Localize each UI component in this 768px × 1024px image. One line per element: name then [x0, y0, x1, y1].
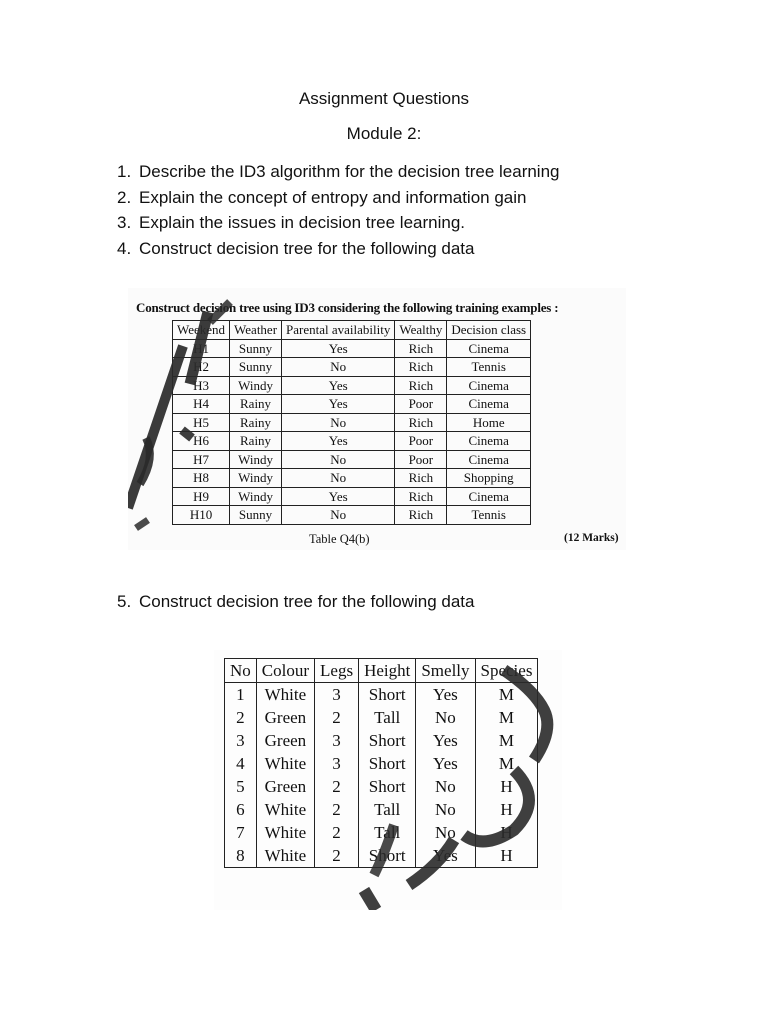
table-cell: Yes: [416, 844, 475, 868]
question-list: [117, 159, 560, 261]
table-cell: White: [256, 752, 314, 775]
table-row: [173, 358, 531, 377]
table-cell: H7: [173, 450, 230, 469]
table-row: [173, 339, 531, 358]
table-cell: Tall: [359, 706, 416, 729]
column-header: Parental availability: [282, 321, 395, 340]
table-cell: Tall: [359, 798, 416, 821]
table-cell: Sunny: [230, 506, 282, 525]
table-row: [173, 432, 531, 451]
table-cell: 3: [315, 752, 359, 775]
table-cell: M: [475, 729, 538, 752]
table-cell: Windy: [230, 450, 282, 469]
table-cell: H: [475, 821, 538, 844]
table-cell: H: [475, 775, 538, 798]
table-cell: No: [416, 798, 475, 821]
table-cell: White: [256, 798, 314, 821]
table-row: [173, 376, 531, 395]
table-cell: 2: [315, 844, 359, 868]
table1-label: Table Q4(b): [309, 532, 370, 546]
table-header-row: [225, 659, 538, 683]
table-cell: Cinema: [447, 487, 531, 506]
column-header: Smelly: [416, 659, 475, 683]
table-cell: Yes: [282, 339, 395, 358]
table-cell: Yes: [416, 683, 475, 707]
table-cell: H6: [173, 432, 230, 451]
table-cell: Tall: [359, 821, 416, 844]
table-cell: White: [256, 683, 314, 707]
table-cell: Rainy: [230, 395, 282, 414]
table-cell: Short: [359, 752, 416, 775]
table-cell: H: [475, 798, 538, 821]
table-cell: Poor: [395, 395, 447, 414]
table-cell: Rich: [395, 339, 447, 358]
table-cell: No: [282, 506, 395, 525]
table-row: [225, 798, 538, 821]
table-cell: 2: [225, 706, 257, 729]
table-cell: 4: [225, 752, 257, 775]
question-item: [117, 159, 560, 185]
table-cell: Short: [359, 775, 416, 798]
table-cell: Yes: [282, 487, 395, 506]
document-title: Assignment Questions: [298, 89, 470, 108]
table-cell: H: [475, 844, 538, 868]
table-cell: 5: [225, 775, 257, 798]
table-cell: Home: [447, 413, 531, 432]
table-cell: Windy: [230, 469, 282, 488]
table-cell: No: [416, 706, 475, 729]
table-header-row: [173, 321, 531, 340]
table-cell: H9: [173, 487, 230, 506]
table-cell: No: [282, 358, 395, 377]
table1-body: [173, 339, 531, 524]
table-cell: Cinema: [447, 339, 531, 358]
scanned-table-image-1: [128, 288, 626, 550]
table-row: [173, 395, 531, 414]
table-cell: Shopping: [447, 469, 531, 488]
table-row: [225, 821, 538, 844]
table-cell: Rainy: [230, 413, 282, 432]
table-cell: Green: [256, 706, 314, 729]
table-cell: 7: [225, 821, 257, 844]
table-cell: 3: [315, 683, 359, 707]
table-cell: 3: [225, 729, 257, 752]
table-cell: Cinema: [447, 450, 531, 469]
table-cell: H2: [173, 358, 230, 377]
table-cell: No: [282, 450, 395, 469]
table-cell: Rich: [395, 413, 447, 432]
table-cell: Windy: [230, 376, 282, 395]
table-cell: Sunny: [230, 358, 282, 377]
table-cell: 2: [315, 798, 359, 821]
column-header: Wealthy: [395, 321, 447, 340]
table-cell: Rich: [395, 376, 447, 395]
table-cell: Poor: [395, 450, 447, 469]
question-number: 1.: [117, 162, 132, 181]
table-cell: H4: [173, 395, 230, 414]
table-row: [225, 729, 538, 752]
table-row: [173, 506, 531, 525]
table-cell: Yes: [282, 395, 395, 414]
table-cell: Short: [359, 729, 416, 752]
table-cell: M: [475, 706, 538, 729]
question-item: [117, 185, 560, 211]
table-cell: 6: [225, 798, 257, 821]
table-row: [225, 706, 538, 729]
table-cell: 2: [315, 775, 359, 798]
table-cell: H5: [173, 413, 230, 432]
table-cell: Green: [256, 775, 314, 798]
module-heading: Module 2:: [346, 124, 422, 143]
table2-body: [225, 683, 538, 868]
column-header: Species: [475, 659, 538, 683]
column-header: No: [225, 659, 257, 683]
table-cell: Rich: [395, 506, 447, 525]
question-item: [117, 236, 560, 262]
question-text: Construct decision tree for the following data: [139, 238, 475, 258]
table-cell: Rich: [395, 487, 447, 506]
column-header: Weather: [230, 321, 282, 340]
table-row: [173, 469, 531, 488]
species-table: [224, 658, 538, 868]
table-cell: 1: [225, 683, 257, 707]
table-cell: No: [282, 469, 395, 488]
table-cell: White: [256, 844, 314, 868]
question-text: Explain the issues in decision tree learning.: [139, 213, 466, 232]
column-header: Weekend: [173, 321, 230, 340]
question-text: Describe the ID3 algorithm for the decision tree learning: [139, 162, 560, 181]
column-header: Decision class: [447, 321, 531, 340]
table-row: [173, 450, 531, 469]
table-cell: White: [256, 821, 314, 844]
table-cell: Short: [359, 844, 416, 868]
table-cell: M: [475, 683, 538, 707]
table-cell: 8: [225, 844, 257, 868]
table-cell: Tennis: [447, 506, 531, 525]
table-cell: Rich: [395, 358, 447, 377]
table-cell: Rainy: [230, 432, 282, 451]
column-header: Height: [359, 659, 416, 683]
training-examples-table: [172, 320, 531, 525]
table1-caption: Construct decision tree using ID3 considering the following training examples :: [136, 300, 559, 315]
scanned-table-image-2: [214, 650, 562, 910]
marks-label: (12 Marks): [564, 532, 619, 544]
question-number: 5.: [117, 592, 132, 611]
table-cell: Cinema: [447, 376, 531, 395]
table-cell: Yes: [282, 432, 395, 451]
table-cell: 2: [315, 706, 359, 729]
table-cell: H1: [173, 339, 230, 358]
question-item: [117, 210, 560, 236]
question-text: Explain the concept of entropy and information gain: [139, 187, 527, 207]
table-cell: Rich: [395, 469, 447, 488]
table-cell: Tennis: [447, 358, 531, 377]
table-cell: H8: [173, 469, 230, 488]
table-cell: Yes: [416, 729, 475, 752]
table-cell: Sunny: [230, 339, 282, 358]
table-cell: M: [475, 752, 538, 775]
table-cell: Windy: [230, 487, 282, 506]
table-cell: 2: [315, 821, 359, 844]
table-cell: Cinema: [447, 395, 531, 414]
table-cell: 3: [315, 729, 359, 752]
table-cell: Cinema: [447, 432, 531, 451]
table-cell: Yes: [416, 752, 475, 775]
table-row: [225, 683, 538, 707]
table-row: [225, 775, 538, 798]
table-row: [225, 844, 538, 868]
table-cell: Yes: [282, 376, 395, 395]
table-cell: No: [416, 775, 475, 798]
column-header: Colour: [256, 659, 314, 683]
table-cell: H10: [173, 506, 230, 525]
table-row: [225, 752, 538, 775]
table-cell: H3: [173, 376, 230, 395]
table-cell: No: [416, 821, 475, 844]
question-number: 4.: [117, 238, 132, 258]
column-header: Legs: [315, 659, 359, 683]
question-number: 2.: [117, 187, 132, 207]
table-cell: Poor: [395, 432, 447, 451]
table-row: [173, 487, 531, 506]
table-cell: Short: [359, 683, 416, 707]
question-text: Construct decision tree for the following data: [139, 592, 475, 611]
table-cell: Green: [256, 729, 314, 752]
table-row: [173, 413, 531, 432]
question-number: 3.: [117, 213, 132, 232]
table-cell: No: [282, 413, 395, 432]
question-item: [117, 589, 474, 614]
